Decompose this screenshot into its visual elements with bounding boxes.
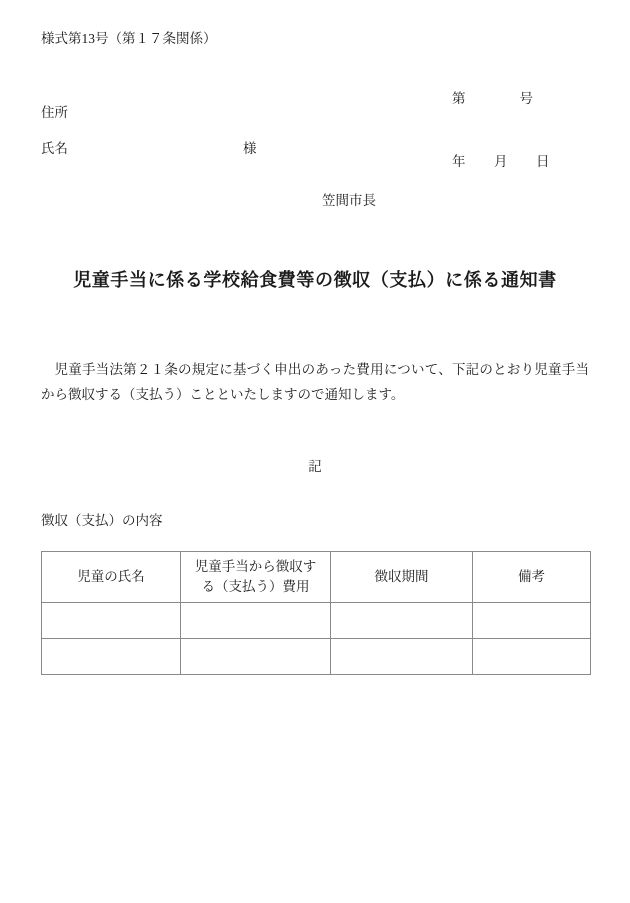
recipient-name-row [41, 140, 441, 176]
recipient-address-row [41, 104, 441, 140]
address-label: 住所 [41, 105, 68, 120]
table-header-cell-1 [42, 552, 181, 603]
document-number-line: 第 号 [452, 90, 533, 106]
table-header-line: 児童手当から徴収す [194, 559, 317, 575]
recipient-block [41, 104, 441, 176]
body-paragraph: 児童手当法第２１条の規定に基づく申出のあった費用について、下記のとおり児童手当から徴収する（支払う）ことといたしますので通知します。 [41, 362, 589, 402]
table-header-line: 備考 [518, 569, 545, 585]
honorific-label: 様 [243, 141, 257, 156]
collection-details-table [41, 551, 591, 675]
table-header-line: 徴収期間 [374, 569, 429, 585]
table-body [42, 603, 591, 675]
table-row [42, 603, 591, 639]
table-header-cell-2 [181, 552, 331, 603]
page-title: 児童手当に係る学校給食費等の徴収（支払）に係る通知書 [73, 270, 557, 290]
table-header-row [42, 552, 591, 603]
table-cell-2[interactable] [181, 603, 331, 639]
table-header-cell-3 [331, 552, 473, 603]
table-header-line: る（支払う）費用 [201, 579, 310, 594]
issuer-name: 笠間市長 [322, 193, 376, 208]
table-cell-3[interactable] [331, 603, 473, 639]
table-header-line: 児童の氏名 [77, 569, 145, 585]
table-cell-1[interactable] [42, 639, 181, 675]
table-cell-2[interactable] [181, 639, 331, 675]
document-date-line: 年 月 日 [452, 153, 550, 169]
table-cell-3[interactable] [331, 639, 473, 675]
section-label: 徴収（支払）の内容 [41, 513, 163, 528]
ki-marker: 記 [308, 459, 322, 474]
table-row [42, 639, 591, 675]
table-header-cell-4 [473, 552, 591, 603]
name-label: 氏名 [41, 141, 68, 156]
table-cell-1[interactable] [42, 603, 181, 639]
table-cell-4[interactable] [473, 603, 591, 639]
table-cell-4[interactable] [473, 639, 591, 675]
form-number: 様式第13号（第１７条関係） [41, 31, 217, 46]
